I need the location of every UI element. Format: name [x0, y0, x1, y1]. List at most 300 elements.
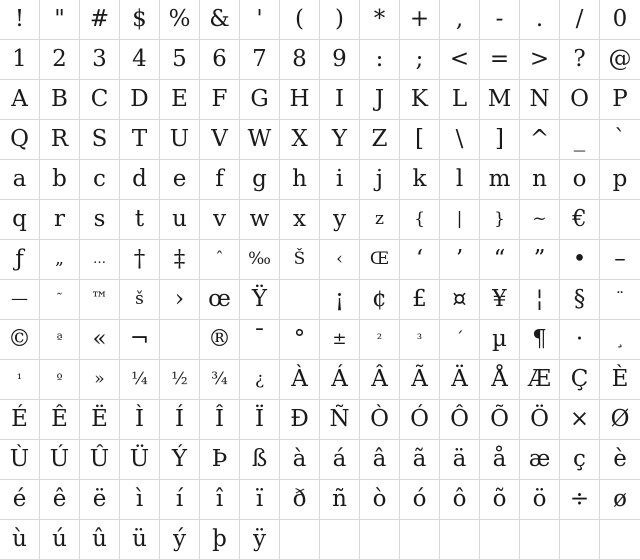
glyph-cell[interactable] — [440, 440, 480, 480]
glyph-cell[interactable] — [360, 360, 400, 400]
glyph-cell[interactable] — [40, 40, 80, 80]
glyph-character: " — [54, 6, 65, 32]
glyph-cell[interactable] — [280, 480, 320, 520]
glyph-cell[interactable] — [0, 320, 40, 360]
glyph-cell[interactable] — [0, 80, 40, 120]
glyph-cell[interactable] — [560, 40, 600, 80]
glyph-cell[interactable] — [40, 120, 80, 160]
glyph-cell[interactable] — [40, 320, 80, 360]
glyph-character: ³ — [416, 332, 423, 347]
glyph-cell[interactable] — [360, 240, 400, 280]
glyph-character: Â — [371, 366, 388, 392]
glyph-character: ¸ — [615, 329, 625, 349]
glyph-cell[interactable] — [280, 520, 320, 560]
glyph-cell[interactable] — [440, 280, 480, 320]
glyph-cell[interactable] — [440, 400, 480, 440]
glyph-character: » — [94, 369, 105, 389]
glyph-cell[interactable] — [160, 80, 200, 120]
glyph-cell[interactable] — [160, 240, 200, 280]
glyph-cell[interactable] — [120, 400, 160, 440]
glyph-character: a — [12, 166, 27, 192]
glyph-cell[interactable] — [200, 400, 240, 440]
glyph-cell[interactable] — [600, 80, 640, 120]
glyph-character: ] — [495, 126, 504, 152]
glyph-cell[interactable] — [440, 520, 480, 560]
glyph-character: ¹ — [16, 372, 23, 387]
glyph-character: ü — [132, 526, 147, 552]
glyph-character: ™ — [91, 289, 108, 309]
glyph-cell[interactable] — [600, 240, 640, 280]
glyph-cell[interactable] — [320, 40, 360, 80]
glyph-cell[interactable] — [40, 400, 80, 440]
glyph-cell[interactable] — [400, 440, 440, 480]
glyph-cell[interactable] — [280, 80, 320, 120]
glyph-character: ñ — [332, 486, 347, 512]
glyph-cell[interactable] — [40, 0, 80, 40]
glyph-cell[interactable] — [120, 320, 160, 360]
glyph-character: Š — [293, 249, 306, 269]
glyph-character: W — [247, 126, 272, 152]
glyph-cell[interactable] — [0, 400, 40, 440]
glyph-cell[interactable] — [240, 80, 280, 120]
glyph-character: ý — [173, 526, 186, 552]
glyph-cell[interactable] — [440, 200, 480, 240]
glyph-character: _ — [573, 126, 586, 152]
glyph-character: Ù — [9, 446, 30, 472]
glyph-cell[interactable] — [360, 80, 400, 120]
glyph-cell[interactable] — [280, 200, 320, 240]
glyph-cell[interactable] — [120, 520, 160, 560]
glyph-character: i — [335, 166, 344, 192]
glyph-cell[interactable] — [200, 200, 240, 240]
glyph-cell[interactable] — [80, 240, 120, 280]
glyph-cell[interactable] — [440, 120, 480, 160]
glyph-cell[interactable] — [80, 440, 120, 480]
glyph-cell[interactable] — [520, 400, 560, 440]
glyph-cell[interactable] — [280, 320, 320, 360]
glyph-cell[interactable] — [280, 0, 320, 40]
glyph-cell[interactable] — [480, 480, 520, 520]
glyph-cell[interactable] — [560, 280, 600, 320]
glyph-cell[interactable] — [480, 520, 520, 560]
glyph-cell[interactable] — [240, 320, 280, 360]
glyph-cell[interactable] — [0, 160, 40, 200]
glyph-character: Þ — [211, 446, 228, 472]
glyph-cell[interactable] — [320, 200, 360, 240]
glyph-cell[interactable] — [400, 360, 440, 400]
glyph-cell[interactable] — [480, 400, 520, 440]
glyph-cell[interactable] — [320, 440, 360, 480]
glyph-cell[interactable] — [520, 120, 560, 160]
glyph-character: S — [91, 126, 108, 152]
glyph-character: ˜ — [56, 292, 63, 307]
glyph-character: ò — [372, 486, 387, 512]
glyph-character: ‡ — [173, 246, 186, 272]
glyph-cell[interactable] — [560, 520, 600, 560]
glyph-cell[interactable] — [360, 40, 400, 80]
glyph-cell[interactable] — [80, 320, 120, 360]
glyph-cell[interactable] — [120, 40, 160, 80]
glyph-cell[interactable] — [240, 240, 280, 280]
glyph-character: @ — [608, 46, 632, 72]
glyph-character: & — [209, 6, 230, 32]
glyph-cell[interactable] — [560, 0, 600, 40]
glyph-cell[interactable] — [160, 520, 200, 560]
glyph-character: m — [488, 166, 511, 192]
glyph-character: é — [12, 486, 27, 512]
glyph-cell[interactable] — [160, 0, 200, 40]
glyph-cell[interactable] — [40, 200, 80, 240]
glyph-cell[interactable] — [600, 160, 640, 200]
glyph-cell[interactable] — [160, 480, 200, 520]
glyph-character: ï — [255, 486, 264, 512]
glyph-cell[interactable] — [400, 520, 440, 560]
glyph-cell[interactable] — [0, 480, 40, 520]
glyph-cell[interactable] — [360, 480, 400, 520]
glyph-cell[interactable] — [600, 520, 640, 560]
glyph-cell[interactable] — [360, 320, 400, 360]
glyph-cell[interactable] — [600, 200, 640, 240]
glyph-cell[interactable] — [120, 280, 160, 320]
glyph-cell[interactable] — [240, 480, 280, 520]
glyph-cell[interactable] — [280, 160, 320, 200]
glyph-cell[interactable] — [360, 280, 400, 320]
glyph-cell[interactable] — [40, 280, 80, 320]
glyph-cell[interactable] — [40, 240, 80, 280]
glyph-character: 8 — [292, 46, 307, 72]
glyph-character: Ø — [610, 406, 630, 432]
glyph-cell[interactable] — [320, 360, 360, 400]
glyph-cell[interactable] — [480, 360, 520, 400]
glyph-cell[interactable] — [400, 160, 440, 200]
glyph-cell[interactable] — [600, 400, 640, 440]
glyph-character: ’ — [455, 246, 464, 272]
glyph-character: ë — [92, 486, 107, 512]
glyph-character: “ — [493, 246, 506, 272]
glyph-character: Ì — [134, 406, 145, 432]
glyph-cell[interactable] — [200, 80, 240, 120]
glyph-character: d — [132, 166, 147, 192]
glyph-cell[interactable] — [600, 0, 640, 40]
glyph-cell[interactable] — [40, 360, 80, 400]
glyph-cell[interactable] — [600, 440, 640, 480]
glyph-character: Ã — [411, 366, 428, 392]
glyph-cell[interactable] — [400, 400, 440, 440]
glyph-cell[interactable] — [0, 280, 40, 320]
glyph-cell[interactable] — [600, 360, 640, 400]
glyph-cell[interactable] — [160, 160, 200, 200]
glyph-cell[interactable] — [400, 240, 440, 280]
glyph-character: ¾ — [211, 369, 228, 389]
glyph-cell[interactable] — [200, 360, 240, 400]
glyph-cell[interactable] — [600, 480, 640, 520]
glyph-cell[interactable] — [200, 480, 240, 520]
glyph-cell[interactable] — [440, 360, 480, 400]
glyph-cell[interactable] — [360, 200, 400, 240]
glyph-cell[interactable] — [200, 440, 240, 480]
glyph-character: Ç — [570, 366, 589, 392]
glyph-cell[interactable] — [480, 240, 520, 280]
glyph-cell[interactable] — [480, 160, 520, 200]
glyph-cell[interactable] — [440, 160, 480, 200]
glyph-cell[interactable] — [360, 400, 400, 440]
glyph-cell[interactable] — [600, 320, 640, 360]
glyph-character: ^ — [529, 126, 550, 152]
glyph-cell[interactable] — [600, 280, 640, 320]
glyph-character: – — [614, 246, 626, 272]
glyph-character: ú — [52, 526, 67, 552]
glyph-cell[interactable] — [400, 80, 440, 120]
glyph-cell[interactable] — [480, 280, 520, 320]
glyph-cell[interactable] — [560, 80, 600, 120]
glyph-cell[interactable] — [480, 0, 520, 40]
glyph-cell[interactable] — [360, 0, 400, 40]
glyph-cell[interactable] — [240, 0, 280, 40]
glyph-cell[interactable] — [520, 320, 560, 360]
glyph-cell[interactable] — [120, 440, 160, 480]
glyph-cell[interactable] — [520, 80, 560, 120]
glyph-cell[interactable] — [200, 320, 240, 360]
glyph-cell[interactable] — [520, 440, 560, 480]
glyph-cell[interactable] — [320, 80, 360, 120]
glyph-cell[interactable] — [120, 120, 160, 160]
glyph-character: Á — [331, 366, 348, 392]
glyph-cell[interactable] — [280, 360, 320, 400]
glyph-cell[interactable] — [120, 80, 160, 120]
glyph-cell[interactable] — [280, 400, 320, 440]
glyph-cell[interactable] — [240, 200, 280, 240]
glyph-cell[interactable] — [0, 440, 40, 480]
glyph-cell[interactable] — [320, 480, 360, 520]
glyph-cell[interactable] — [480, 440, 520, 480]
glyph-cell[interactable] — [80, 160, 120, 200]
glyph-character: ˆ — [215, 249, 224, 269]
glyph-character: Q — [10, 126, 29, 152]
glyph-cell[interactable] — [320, 120, 360, 160]
glyph-cell[interactable] — [200, 160, 240, 200]
glyph-cell[interactable] — [480, 320, 520, 360]
glyph-cell[interactable] — [200, 280, 240, 320]
glyph-cell[interactable] — [480, 120, 520, 160]
glyph-cell[interactable] — [400, 480, 440, 520]
glyph-cell[interactable] — [560, 360, 600, 400]
glyph-character: Í — [174, 406, 185, 432]
glyph-cell[interactable] — [40, 440, 80, 480]
glyph-cell[interactable] — [520, 200, 560, 240]
glyph-character: q — [12, 206, 27, 232]
glyph-cell[interactable] — [160, 440, 200, 480]
glyph-cell[interactable] — [160, 200, 200, 240]
glyph-cell[interactable] — [600, 40, 640, 80]
glyph-cell[interactable] — [320, 280, 360, 320]
glyph-cell[interactable] — [0, 520, 40, 560]
glyph-cell[interactable] — [400, 40, 440, 80]
glyph-cell[interactable] — [40, 480, 80, 520]
glyph-cell[interactable] — [480, 40, 520, 80]
glyph-cell[interactable] — [240, 360, 280, 400]
glyph-cell[interactable] — [200, 240, 240, 280]
glyph-character: 1 — [12, 46, 27, 72]
glyph-cell[interactable] — [520, 240, 560, 280]
glyph-cell[interactable] — [0, 240, 40, 280]
glyph-cell[interactable] — [560, 240, 600, 280]
glyph-cell[interactable] — [520, 360, 560, 400]
glyph-cell[interactable] — [120, 480, 160, 520]
glyph-character: € — [572, 206, 587, 232]
glyph-cell[interactable] — [160, 280, 200, 320]
glyph-cell[interactable] — [320, 320, 360, 360]
glyph-cell[interactable] — [200, 120, 240, 160]
glyph-cell[interactable] — [40, 160, 80, 200]
glyph-cell[interactable] — [120, 200, 160, 240]
glyph-cell[interactable] — [440, 0, 480, 40]
glyph-cell[interactable] — [200, 520, 240, 560]
glyph-cell[interactable] — [480, 80, 520, 120]
glyph-character: è — [613, 446, 627, 472]
glyph-character: D — [130, 86, 149, 112]
glyph-cell[interactable] — [560, 200, 600, 240]
glyph-cell[interactable] — [120, 240, 160, 280]
glyph-character: ê — [52, 486, 67, 512]
glyph-cell[interactable] — [240, 280, 280, 320]
glyph-character: Ñ — [329, 406, 350, 432]
glyph-cell[interactable] — [80, 0, 120, 40]
glyph-cell[interactable] — [80, 200, 120, 240]
glyph-cell[interactable] — [360, 160, 400, 200]
glyph-cell[interactable] — [520, 480, 560, 520]
glyph-character: M — [487, 86, 512, 112]
glyph-character: R — [50, 126, 69, 152]
glyph-cell[interactable] — [320, 240, 360, 280]
glyph-cell[interactable] — [80, 120, 120, 160]
glyph-character: ô — [452, 486, 467, 512]
glyph-character: ó — [412, 486, 427, 512]
glyph-cell[interactable] — [160, 120, 200, 160]
glyph-cell[interactable] — [320, 520, 360, 560]
glyph-cell[interactable] — [240, 160, 280, 200]
glyph-character: Ý — [171, 446, 188, 472]
glyph-character: Ð — [290, 406, 309, 432]
glyph-cell[interactable] — [80, 360, 120, 400]
glyph-cell[interactable] — [160, 360, 200, 400]
glyph-cell[interactable] — [400, 320, 440, 360]
glyph-character: t — [134, 206, 145, 232]
glyph-character: 3 — [92, 46, 107, 72]
glyph-cell[interactable] — [240, 440, 280, 480]
glyph-cell[interactable] — [280, 240, 320, 280]
glyph-character: 0 — [612, 6, 628, 32]
glyph-character: b — [52, 166, 67, 192]
glyph-cell[interactable] — [40, 80, 80, 120]
glyph-cell[interactable] — [80, 520, 120, 560]
glyph-cell[interactable] — [0, 40, 40, 80]
glyph-character: = — [489, 46, 510, 72]
glyph-cell[interactable] — [320, 160, 360, 200]
glyph-cell[interactable] — [160, 40, 200, 80]
glyph-character: ç — [573, 446, 586, 472]
glyph-cell[interactable] — [200, 0, 240, 40]
glyph-cell[interactable] — [440, 40, 480, 80]
glyph-cell[interactable] — [520, 0, 560, 40]
glyph-cell[interactable] — [560, 400, 600, 440]
glyph-cell[interactable] — [520, 280, 560, 320]
glyph-cell[interactable] — [80, 480, 120, 520]
glyph-cell[interactable] — [0, 120, 40, 160]
glyph-cell[interactable] — [480, 200, 520, 240]
glyph-cell[interactable] — [280, 120, 320, 160]
glyph-cell[interactable] — [440, 80, 480, 120]
glyph-cell[interactable] — [560, 120, 600, 160]
glyph-cell[interactable] — [560, 160, 600, 200]
glyph-cell[interactable] — [0, 200, 40, 240]
glyph-cell[interactable] — [400, 280, 440, 320]
glyph-character: Ü — [129, 446, 150, 472]
glyph-character: ‰ — [248, 249, 271, 269]
glyph-character: | — [456, 209, 463, 229]
glyph-cell[interactable] — [280, 440, 320, 480]
glyph-cell[interactable] — [40, 520, 80, 560]
glyph-cell[interactable] — [440, 320, 480, 360]
glyph-cell[interactable] — [120, 0, 160, 40]
glyph-cell[interactable] — [280, 280, 320, 320]
glyph-cell[interactable] — [80, 40, 120, 80]
glyph-cell[interactable] — [320, 0, 360, 40]
glyph-cell[interactable] — [200, 40, 240, 80]
glyph-cell[interactable] — [520, 160, 560, 200]
glyph-character: c — [93, 166, 106, 192]
glyph-character: { — [414, 209, 425, 229]
glyph-cell[interactable] — [280, 40, 320, 80]
glyph-cell[interactable] — [360, 520, 400, 560]
glyph-character: „ — [55, 249, 64, 269]
glyph-character: ù — [12, 526, 27, 552]
glyph-cell[interactable] — [520, 520, 560, 560]
glyph-cell[interactable] — [240, 120, 280, 160]
glyph-character: * — [373, 6, 386, 32]
glyph-cell[interactable] — [360, 120, 400, 160]
glyph-cell[interactable] — [0, 0, 40, 40]
glyph-cell[interactable] — [80, 280, 120, 320]
glyph-character: Å — [491, 366, 508, 392]
glyph-cell[interactable] — [400, 120, 440, 160]
glyph-cell[interactable] — [160, 320, 200, 360]
glyph-cell[interactable] — [240, 520, 280, 560]
glyph-character: A — [11, 86, 28, 112]
glyph-cell[interactable] — [160, 400, 200, 440]
glyph-cell[interactable] — [0, 360, 40, 400]
glyph-cell[interactable] — [520, 40, 560, 80]
glyph-cell[interactable] — [440, 480, 480, 520]
glyph-cell[interactable] — [360, 440, 400, 480]
glyph-cell[interactable] — [600, 120, 640, 160]
glyph-cell[interactable] — [240, 400, 280, 440]
glyph-cell[interactable] — [440, 240, 480, 280]
glyph-character: À — [291, 366, 308, 392]
glyph-cell[interactable] — [560, 320, 600, 360]
glyph-cell[interactable] — [560, 480, 600, 520]
glyph-cell[interactable] — [400, 0, 440, 40]
glyph-cell[interactable] — [80, 80, 120, 120]
glyph-cell[interactable] — [320, 400, 360, 440]
glyph-cell[interactable] — [120, 360, 160, 400]
glyph-cell[interactable] — [560, 440, 600, 480]
glyph-character: k — [412, 166, 427, 192]
glyph-cell[interactable] — [80, 400, 120, 440]
glyph-cell[interactable] — [400, 200, 440, 240]
glyph-cell[interactable] — [120, 160, 160, 200]
glyph-cell[interactable] — [240, 40, 280, 80]
glyph-character: # — [89, 6, 110, 32]
